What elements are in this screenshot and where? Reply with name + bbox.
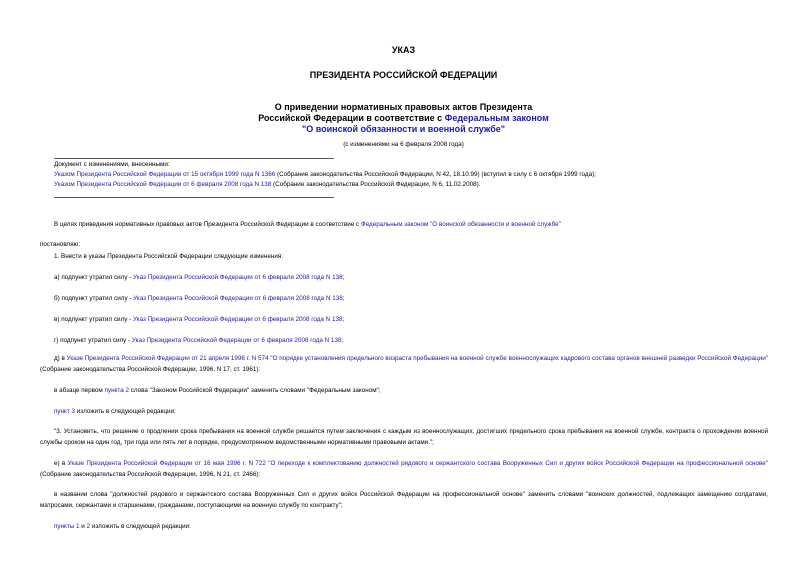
item-v — [54, 315, 344, 325]
item-g-suffix: ; — [341, 337, 344, 344]
federal-law-link[interactable]: Федеральным законом — [444, 113, 549, 123]
item-d-link[interactable]: Указе Президента Российской Федерации от 21 апреля 1996 г. N 574 "О порядке установления предельного возраста пребывания на военной службе военнослужащих кадрового состава органов внешней разведки Российской Федерации" — [66, 355, 768, 362]
point-2b-link[interactable]: 2 — [86, 523, 91, 530]
amendment-line-2 — [54, 180, 480, 190]
amendment-line-1-text: (Собрание законодательства Российской Федерации, N 42, 18.10.99) (вступил в силу с 6 октября 1999 года); — [275, 171, 596, 178]
item-d-sub1-rest: слова "Законом Российской Федерации" заменить словами "Федеральным законом"; — [128, 387, 381, 394]
points-1-link[interactable]: пункты 1 — [54, 523, 80, 530]
amendments-caption: Документ с изменениями, внесенными: — [54, 161, 170, 168]
intro-federal-law-link[interactable]: Федеральным законом "О воинской обязанности и военной службе" — [360, 221, 561, 228]
point-3-link[interactable]: пункт 3 — [54, 408, 75, 415]
doc-heading-line3-link[interactable]: "О воинской обязанности и военной службе" — [301, 124, 506, 134]
item-a-suffix: ; — [342, 274, 345, 281]
doc-type-title: УКАЗ — [391, 45, 416, 55]
item-b — [54, 294, 345, 304]
item-d — [40, 354, 768, 375]
item-a — [54, 273, 344, 283]
divider-bottom — [54, 197, 334, 198]
item-d-sub1-text: в абзаце первом — [54, 387, 105, 394]
item-a-text: а) подпункт утратил силу - — [54, 274, 134, 281]
doc-heading-line1: О приведении нормативных правовых актов Президента — [274, 102, 533, 112]
doc-heading-line2 — [0, 113, 807, 124]
item-e — [40, 459, 768, 480]
item-v-text: в) подпункт утратил силу - — [54, 316, 133, 323]
point-2-link[interactable]: пункта 2 — [104, 387, 129, 394]
item-a-link[interactable]: Указ Президента Российской Федерации от 6 февраля 2008 года N 138 — [133, 274, 343, 281]
item-g — [54, 336, 343, 346]
intro-paragraph — [54, 220, 561, 230]
intro-text: В целях приведения нормативных правовых актов Президента Российской Федерации в соответствие с — [54, 221, 361, 228]
issuer-title: ПРЕЗИДЕНТА РОССИЙСКОЙ ФЕДЕРАЦИИ — [309, 70, 498, 80]
amendment-link-2008[interactable]: Указом Президента Российской Федерации от 6 февраля 2008 года N 138 — [54, 181, 272, 188]
revision-note: (с изменениями на 6 февраля 2008 года) — [343, 141, 464, 148]
item-1: 1. Внести в указы Президента Российской Федерации следующие изменения: — [54, 253, 283, 260]
item-d-sub2 — [54, 407, 176, 417]
item-g-text: г) подпункт утратил силу - — [54, 337, 132, 344]
item-d-rest: (Собрание законодательства Российской Федерации, 1996, N 17, ст. 1961): — [40, 365, 261, 373]
quote-point-3: "3. Установить, что решение о продлении срока пребывания на военной службе решается путем заключения с каждым из военнослужащих, достигших предельного срока пребывания на военной службе, контракта о прохождении военной службы сроком на один год, три года или пять лет в порядке, предусмотренном ведомственными нормативными правовыми актами."; — [40, 428, 768, 446]
item-b-suffix: ; — [342, 295, 345, 302]
amendment-link-1999[interactable]: Указом Президента Российской Федерации от 15 октября 1999 года N 1366 — [54, 171, 276, 178]
item-e-sub2-rest: изложить в следующей редакции: — [90, 523, 191, 530]
item-e-sub2 — [54, 522, 191, 532]
item-v-suffix: ; — [342, 316, 345, 323]
item-e-prefix: е) в — [54, 460, 68, 467]
item-g-link[interactable]: Указ Президента Российской Федерации от 6 февраля 2008 года N 138 — [131, 337, 342, 344]
amendment-line-1 — [54, 170, 596, 180]
item-e-sub2-and: и — [79, 523, 87, 530]
item-v-link[interactable]: Указ Президента Российской Федерации от 6 февраля 2008 года N 138 — [132, 316, 343, 323]
doc-heading-text: Российской Федерации в соответствие с — [258, 113, 445, 123]
divider-top — [54, 158, 334, 159]
amendment-line-2-text: (Собрание законодательства Российской Федерации, N 6, 11.02.2008). — [271, 181, 481, 188]
item-b-link[interactable]: Указ Президента Российской Федерации от 6 февраля 2008 года N 138 — [133, 295, 343, 302]
item-d-prefix: д) в — [54, 355, 67, 362]
item-e-sub1: в названии слова "должностей рядового и сержантского состава Вооруженных Сил и других войск Российской Федерации на профессиональной основе" заменить словами "воинских должностей, подлежащих замещению солдатами, матросами, сержантами и старшинами, гражданами, поступающими на военную службу по контракту"; — [40, 491, 768, 509]
item-e-rest: (Собрание законодательства Российской Федерации, 1996, N 21, ст. 2466): — [40, 470, 261, 478]
doc-heading — [0, 102, 807, 135]
item-e-link[interactable]: Указе Президента Российской Федерации от 16 мая 1996 г. N 722 "О переходе к комплектованию должностей рядового и сержантского состава Вооруженных Сил и других войск Российской Федерации на профессиональной основе" — [67, 460, 768, 467]
item-d-sub1 — [54, 386, 381, 396]
decree-word: постановляю: — [40, 241, 81, 248]
item-b-text: б) подпункт утратил силу - — [54, 295, 134, 302]
item-d-sub2-rest: изложить в следующей редакции: — [75, 408, 176, 415]
